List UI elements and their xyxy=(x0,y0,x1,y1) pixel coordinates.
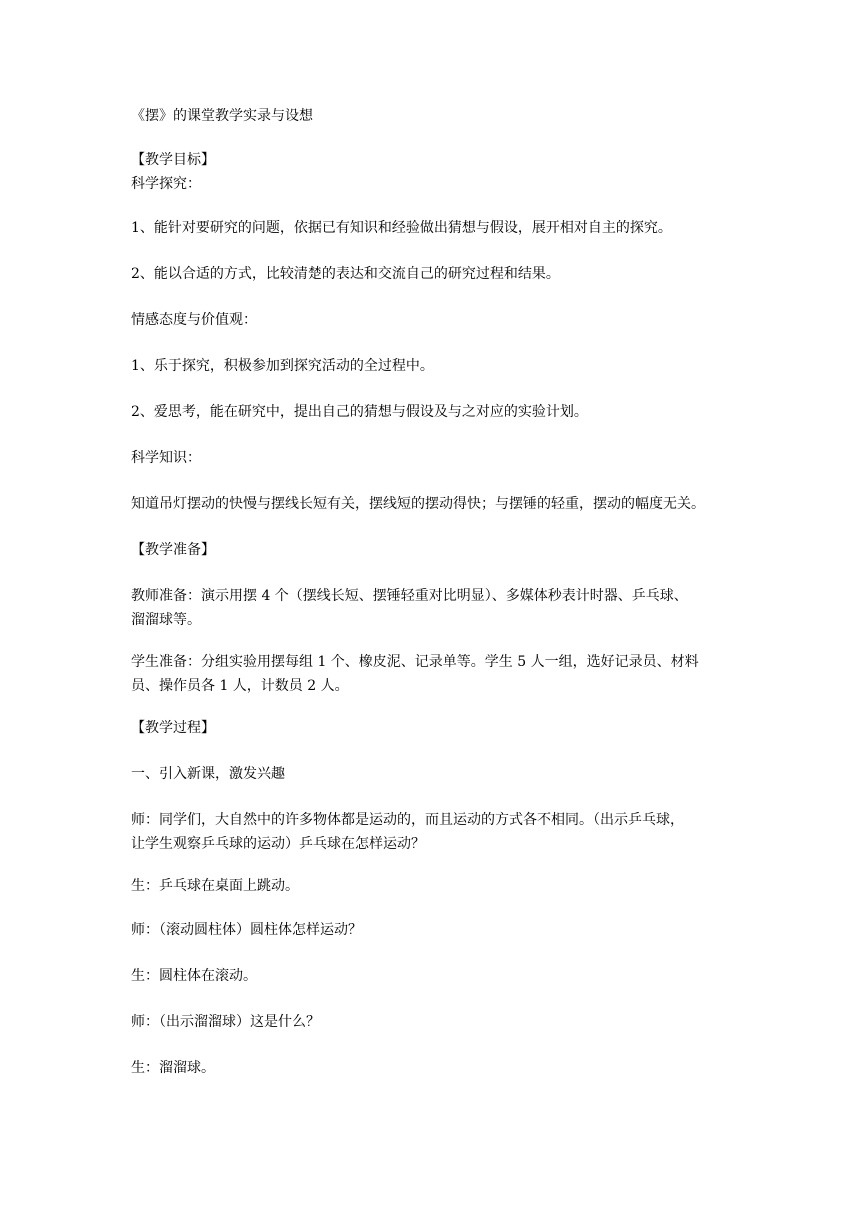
student-prep-line-2: 员、操作员各 1 人，计数员 2 人。 xyxy=(131,678,349,694)
section-1-heading: 一、引入新课，激发兴趣 xyxy=(131,766,285,782)
document-title: 《摆》的课堂教学实录与设想 xyxy=(131,108,313,124)
prep-heading: 【教学准备】 xyxy=(131,542,215,558)
attitude-heading: 情感态度与价值观： xyxy=(131,312,257,328)
knowledge-text: 知道吊灯摆动的快慢与摆线长短有关，摆线短的摆动得快；与摆锤的轻重，摆动的幅度无关。 xyxy=(131,496,705,512)
science-inquiry-heading: 科学探究： xyxy=(131,176,201,192)
dialogue-3: 师：（滚动圆柱体）圆柱体怎样运动？ xyxy=(131,922,362,938)
process-heading: 【教学过程】 xyxy=(131,720,215,736)
goals-heading: 【教学目标】 xyxy=(131,152,215,168)
student-prep-line-1: 学生准备：分组实验用摆每组 1 个、橡皮泥、记录单等。学生 5 人一组，选好记录员、材料 xyxy=(131,654,699,670)
dialogue-6: 生：溜溜球。 xyxy=(131,1060,215,1076)
dialogue-2: 生：乒乓球在桌面上跳动。 xyxy=(131,878,299,894)
dialogue-5: 师：（出示溜溜球）这是什么？ xyxy=(131,1014,320,1030)
teacher-prep-line-2: 溜溜球等。 xyxy=(131,612,201,628)
inquiry-item-2: 2、能以合适的方式，比较清楚的表达和交流自己的研究过程和结果。 xyxy=(131,266,560,282)
knowledge-heading: 科学知识： xyxy=(131,450,201,466)
teacher-prep-line-1: 教师准备：演示用摆 4 个（摆线长短、摆锤轻重对比明显）、多媒体秒表计时器、乒乓球、 xyxy=(131,588,688,604)
dialogue-4: 生：圆柱体在滚动。 xyxy=(131,968,257,984)
attitude-item-2: 2、爱思考，能在研究中，提出自己的猜想与假设及与之对应的实验计划。 xyxy=(131,404,588,420)
dialogue-1-line-1: 师：同学们，大自然中的许多物体都是运动的，而且运动的方式各不相同。（出示乒乓球， xyxy=(131,812,684,828)
dialogue-1-line-2: 让学生观察乒乓球的运动）乒乓球在怎样运动？ xyxy=(131,836,425,852)
inquiry-item-1: 1、能针对要研究的问题，依据已有知识和经验做出猜想与假设，展开相对自主的探究。 xyxy=(131,220,672,236)
attitude-item-1: 1、乐于探究，积极参加到探究活动的全过程中。 xyxy=(131,358,434,374)
